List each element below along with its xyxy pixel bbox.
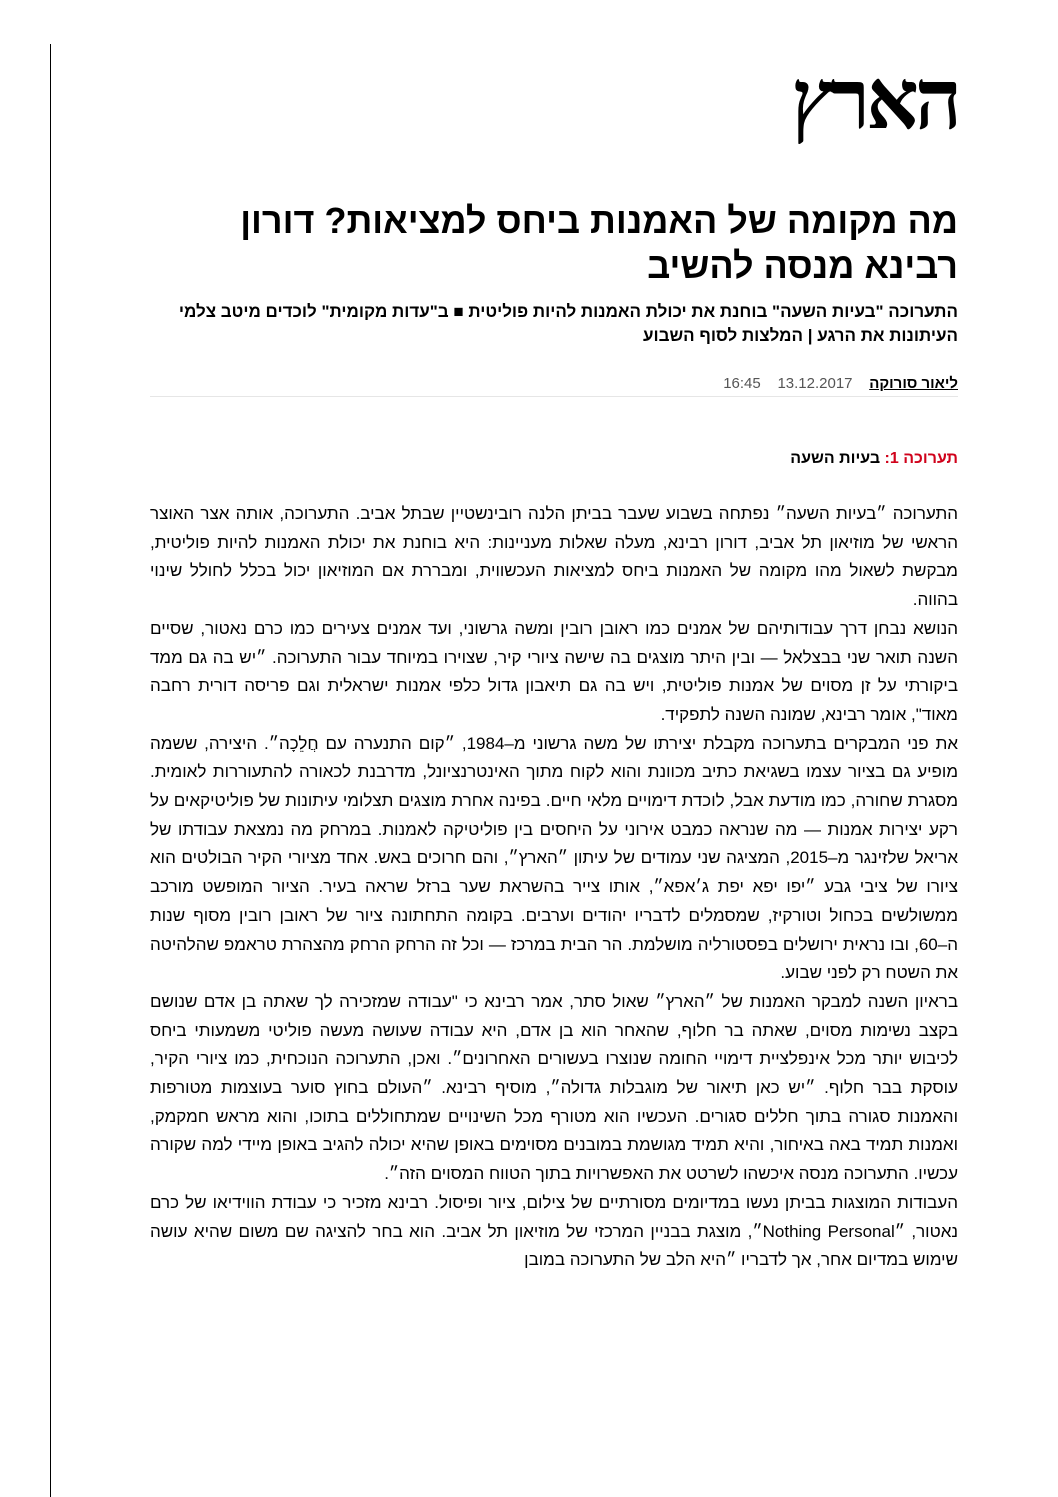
section-title: בעיות השעה xyxy=(790,450,881,467)
article-body xyxy=(150,500,958,1275)
article-headline: מה מקומה של האמנות ביחס למציאות? דורון רבינא מנסה להשיב xyxy=(240,200,958,286)
paragraph: התערוכה ״בעיות השעה״ נפתחה בשבוע שעבר בביתן הלנה רובינשטיין שבתל אביב. התערוכה, אותה אצר האוצר הראשי של מוזיאון תל אביב, דורון רבינא, מעלה שאלות מעניינות: היא בוחנת את יכולת האמנות להיות פוליטית, מבקשת לשאול מהו מקומה של האמנות ביחס למציאות העכשווית, ומבררת אם המוזיאון יכול בכלל לחולל שינוי בהווה. xyxy=(150,504,958,610)
paragraph: בראיון השנה למבקר האמנות של ״הארץ״ שאול סתר, אמר רבינא כי "עבודה שמזכירה לך שאתה בן אדם שנושם בקצב נשימות מסוים, שאתה בר חלוף, שהאחר הוא בן אדם, היא עבודה שעושה מעשה פוליטי משמעותי ביחס לכיבוש יותר מכל אינפלציית דימויי החומה שנוצרו בעשורים האחרונים״. ואכן, התערוכה הנוכחית, כמו ציורי הקיר, עוסקת בבר חלוף. ״יש כאן תיאור של מוגבלות גדולה״, מוסיף רבינא. ״העולם בחוץ סוער בעוצמות מטורפות והאמנות סגורה בתוך חללים סגורים. העכשיו הוא מטורף מכל השינויים שמתחוללים בתוכו, והוא מראש חמקמק, ואמנות תמיד באה באיחור, והיא תמיד מגושמת במובנים מסוימים באופן שהיא יכולה להגיב באופן מיידי למה שקורה עכשיו. התערוכה מנסה איכשהו לשרטט את האפשרויות בתוך הטווח המסוים הזה״. xyxy=(150,991,958,1184)
publish-time: 16:45 xyxy=(723,375,761,392)
author-link[interactable]: ליאור סורוקה xyxy=(869,375,958,392)
publish-date: 13.12.2017 xyxy=(777,375,853,392)
paragraph: העבודות המוצגות בביתן נעשו במדיומים מסורתיים של צילום, ציור ופיסול. רבינא מזכיר כי עבודת הווידיאו של כרם נאטור, ״Nothing Personal״, מוצגת בבניין המרכזי של מוזיאון תל אביב. הוא בחר להציגה שם משום שהיא עושה שימוש במדיום אחר, אך לדבריו ״היא הלב של התערוכה במובן xyxy=(150,1192,958,1270)
paragraph: את פני המבקרים בתערוכה מקבלת יצירתו של משה גרשוני מ–1984, ״קום התנערה עם חֲלֵכָה״. היצירה, ששמה מופיע גם בציור עצמו בשגיאת כתיב מכוונת והוא לקוח מתוך האינטרנציונל, מדרבנת לכאורה להתעוררות לאומית. מסגרת שחורה, כמו מודעת אבל, לוכדת דימויים מלאי חיים. בפינה אחרת מוצגים תצלומי עיתונות של פוליטיקאים על רקע יצירות אמנות — מה שנראה כמבט אירוני על היחסים בין פוליטיקה לאמנות. במרחק מה נמצאת עבודתו של אריאל שלזינגר מ–2015, המציגה שני עמודים של עיתון ״הארץ״, והם חרוכים באש. אחד מציורי הקיר הבולטים הוא ציורו של ציבי גבע ״יפו יפא יפת ג׳אפא״, אותו צייר בהשראת שער ברזל שראה בעיר. הציור המופשט מורכב ממשולשים בכחול וטורקיז, שמסמלים לדבריו יהודים וערבים. בקומה התחתונה ציור של ראובן רובין מסוף שנות ה–60, ובו נראית ירושלים בפסטורליה מושלמת. הר הבית במרכז — וכל זה הרחק הרחק מהצהרת טראמפ שהלהיטה את השטח רק לפני שבוע. xyxy=(150,733,958,983)
paragraph: הנושא נבחן דרך עבודותיהם של אמנים כמו ראובן רובין ומשה גרשוני, ועד אמנים צעירים כמו כרם נאטור, שסיים השנה תואר שני בבצלאל — ובין היתר מוצגים בה שישה ציורי קיר, שצוירו במיוחד עבור התערוכה. ״יש בה גם ממד ביקורתי על זן מסוים של אמנות פוליטית, ויש בה גם תיאבון גדול כלפי אמנות ישראלית וגם פריסה דורית רחבה מאוד", אומר רבינא, שמונה השנה לתפקיד. xyxy=(150,618,958,724)
section-number: תערוכה 1: xyxy=(884,450,958,467)
article-subhead: התערוכה "בעיות השעה" בוחנת את יכולת האמנות להיות פוליטית ■ ב"עדות מקומית" לוכדים מיטב צלמי העיתונות את הרגע | המלצות לסוף השבוע xyxy=(178,302,958,345)
section-heading xyxy=(150,449,958,469)
margin-rule xyxy=(50,44,51,1497)
byline xyxy=(150,374,958,397)
haaretz-logo[interactable]: הארץ xyxy=(791,50,958,149)
